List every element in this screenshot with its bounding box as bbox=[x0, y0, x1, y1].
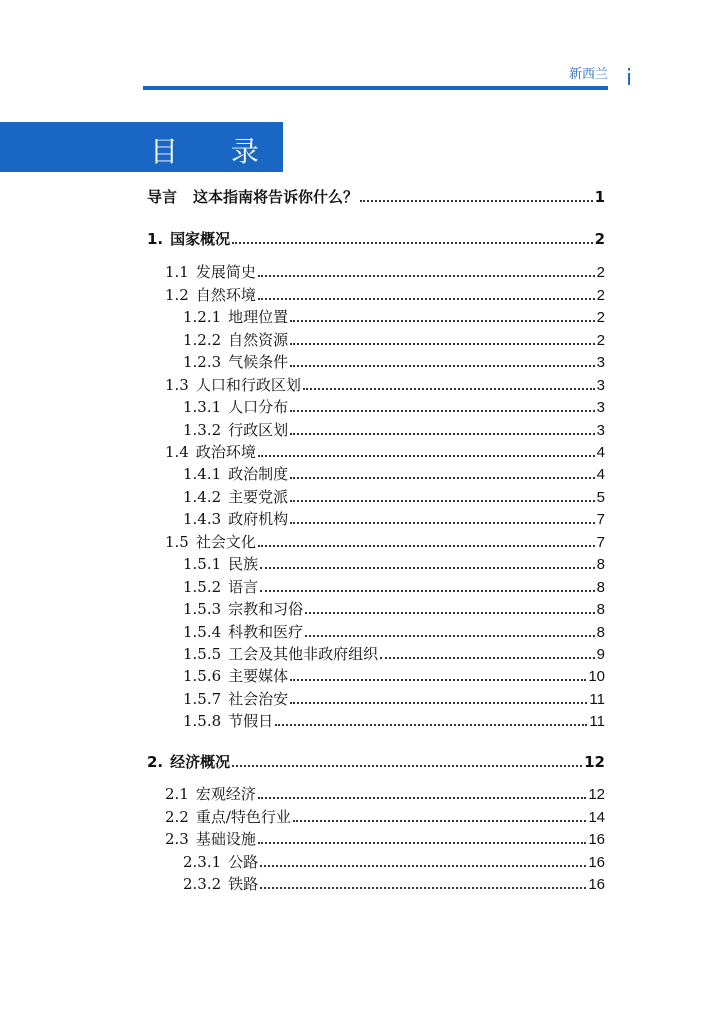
toc-entry-text: 气候条件 bbox=[228, 353, 289, 371]
toc-entry-number: 导言 bbox=[147, 188, 178, 206]
toc-entry-page: 8 bbox=[596, 579, 605, 596]
toc-entry[interactable] bbox=[165, 284, 605, 306]
toc-entry-title bbox=[183, 621, 303, 643]
toc-entry-text: 国家概况 bbox=[170, 230, 231, 248]
toc-entry-number: 1.1 bbox=[165, 263, 189, 281]
toc-entry-title bbox=[147, 186, 358, 208]
toc-entry-title bbox=[165, 828, 256, 850]
toc-entry-title bbox=[165, 374, 301, 396]
toc-entry-number: 1.5.5 bbox=[183, 645, 222, 663]
toc-entry-page: 12 bbox=[588, 786, 605, 803]
toc-entry-number: 1.4.3 bbox=[183, 510, 222, 528]
toc-entry-title bbox=[147, 228, 230, 250]
toc-entry-page: 9 bbox=[596, 646, 605, 663]
toc-entry-number: 1.4.2 bbox=[183, 488, 222, 506]
toc-leader-dots bbox=[290, 396, 594, 412]
toc-entry-text: 政治环境 bbox=[195, 443, 256, 461]
toc-entry-number: 1.2 bbox=[165, 286, 189, 304]
toc-entry[interactable] bbox=[147, 186, 605, 208]
toc-entry-text: 人口分布 bbox=[228, 398, 289, 416]
toc-leader-dots bbox=[290, 329, 594, 345]
toc-leader-dots bbox=[290, 688, 587, 704]
toc-entry-text: 公路 bbox=[228, 853, 259, 871]
toc-entry-page: 3 bbox=[596, 354, 605, 371]
toc-entry-page: 11 bbox=[589, 691, 605, 708]
toc-entry[interactable] bbox=[165, 828, 605, 850]
toc-entry[interactable] bbox=[183, 598, 605, 620]
toc-entry[interactable] bbox=[183, 643, 605, 665]
page-title: 目 录 bbox=[150, 135, 281, 168]
toc-entry-title bbox=[183, 306, 288, 328]
toc-entry[interactable] bbox=[183, 576, 605, 598]
toc-entry-text: 主要媒体 bbox=[228, 667, 289, 685]
toc-leader-dots bbox=[380, 643, 594, 659]
toc-entry-page: 5 bbox=[596, 489, 605, 506]
toc-entry-number: 1.2.2 bbox=[183, 331, 222, 349]
toc-entry[interactable] bbox=[183, 486, 605, 508]
toc-entry-number: 1.3.2 bbox=[183, 421, 222, 439]
toc-entry[interactable] bbox=[165, 441, 605, 463]
toc-entry-number: 1.4.1 bbox=[183, 465, 222, 483]
toc-entry-text: 民族 bbox=[228, 555, 259, 573]
toc-leader-dots bbox=[293, 806, 586, 822]
title-block bbox=[0, 122, 283, 172]
toc-entry-number: 2.3 bbox=[165, 830, 189, 848]
toc-entry-page: 3 bbox=[596, 377, 605, 394]
toc-entry[interactable] bbox=[165, 261, 605, 283]
toc-entry-page: 16 bbox=[588, 876, 605, 893]
toc-entry-text: 社会治安 bbox=[228, 690, 289, 708]
toc-entry-text: 宗教和习俗 bbox=[228, 600, 304, 618]
toc-entry-title bbox=[165, 806, 291, 828]
toc-entry-number: 1.4 bbox=[165, 443, 189, 461]
toc-entry-page: 3 bbox=[596, 422, 605, 439]
toc-entry-number: 1.5.2 bbox=[183, 578, 222, 596]
toc-entry-page: 2 bbox=[594, 230, 605, 248]
toc-entry[interactable] bbox=[183, 873, 605, 895]
toc-entry-number: 1.5.7 bbox=[183, 690, 222, 708]
toc-entry[interactable] bbox=[183, 396, 605, 418]
toc-entry-title bbox=[183, 419, 288, 441]
toc-entry-page: 2 bbox=[596, 332, 605, 349]
toc-entry[interactable] bbox=[183, 851, 605, 873]
toc-entry-page: 10 bbox=[588, 668, 605, 685]
toc-leader-dots bbox=[290, 508, 594, 524]
toc-entry-number: 2.3.2 bbox=[183, 875, 222, 893]
toc-entry[interactable] bbox=[183, 553, 605, 575]
toc-entry-number: 1.2.3 bbox=[183, 353, 222, 371]
toc-leader-dots bbox=[290, 306, 594, 322]
toc-leader-dots bbox=[232, 228, 592, 244]
toc-entry-page: 14 bbox=[588, 809, 605, 826]
toc-entry-title bbox=[183, 553, 258, 575]
toc-entry-page: 7 bbox=[596, 511, 605, 528]
toc-entry-text: 重点/特色行业 bbox=[195, 808, 291, 826]
toc-entry[interactable] bbox=[183, 306, 605, 328]
toc-entry-number: 1.5.1 bbox=[183, 555, 222, 573]
toc-leader-dots bbox=[232, 751, 582, 767]
toc-leader-dots bbox=[260, 851, 586, 867]
toc-entry-title bbox=[183, 598, 303, 620]
toc-leader-dots bbox=[258, 284, 595, 300]
toc-entry-number: 1.5.4 bbox=[183, 623, 222, 641]
toc-entry-number: 1.5 bbox=[165, 533, 189, 551]
header-rule bbox=[143, 86, 608, 90]
toc-entry-page: 2 bbox=[596, 309, 605, 326]
toc-entry-text: 工会及其他非政府组织 bbox=[228, 645, 379, 663]
toc-entry-text: 地理位置 bbox=[228, 308, 289, 326]
toc-entry-page: 4 bbox=[596, 466, 605, 483]
toc-entry-title bbox=[183, 396, 288, 418]
toc-leader-dots bbox=[258, 261, 595, 277]
toc-entry-title bbox=[183, 643, 378, 665]
toc-entry-number: 2.3.1 bbox=[183, 853, 222, 871]
toc-leader-dots bbox=[290, 486, 594, 502]
toc-entry-number: 2.1 bbox=[165, 785, 189, 803]
toc-leader-dots bbox=[275, 710, 587, 726]
toc-entry-text: 政治制度 bbox=[228, 465, 289, 483]
toc-leader-dots bbox=[260, 553, 594, 569]
page-number: i bbox=[626, 66, 633, 91]
toc-leader-dots bbox=[258, 828, 586, 844]
toc-entry[interactable] bbox=[165, 783, 605, 805]
toc-leader-dots bbox=[290, 463, 594, 479]
toc-entry-title bbox=[165, 531, 256, 553]
toc-leader-dots bbox=[258, 783, 586, 799]
toc-entry-page: 16 bbox=[588, 854, 605, 871]
toc-entry[interactable] bbox=[147, 228, 605, 250]
toc-entry-title bbox=[183, 508, 288, 530]
toc-entry[interactable] bbox=[183, 329, 605, 351]
toc-entry[interactable] bbox=[165, 374, 605, 396]
toc-entry-title bbox=[183, 665, 288, 687]
toc-entry-text: 人口和行政区划 bbox=[195, 376, 301, 394]
toc-entry-text: 经济概况 bbox=[170, 753, 231, 771]
toc-leader-dots bbox=[260, 873, 586, 889]
toc-entry-number: 2.2 bbox=[165, 808, 189, 826]
toc-entry-title bbox=[183, 329, 288, 351]
toc-entry[interactable] bbox=[183, 621, 605, 643]
toc-entry[interactable] bbox=[183, 688, 605, 710]
toc-entry-page: 8 bbox=[596, 601, 605, 618]
toc-entry-text: 社会文化 bbox=[195, 533, 256, 551]
toc-entry-title bbox=[165, 284, 256, 306]
toc-entry-title bbox=[183, 486, 288, 508]
toc-entry[interactable] bbox=[165, 806, 605, 828]
toc-entry-page: 2 bbox=[596, 287, 605, 304]
toc-entry[interactable] bbox=[183, 710, 605, 732]
toc-entry-page: 3 bbox=[596, 399, 605, 416]
toc-entry-page: 2 bbox=[596, 264, 605, 281]
toc-entry-text: 铁路 bbox=[228, 875, 259, 893]
toc-entry-text: 节假日 bbox=[228, 712, 274, 730]
toc-entry-page: 8 bbox=[596, 624, 605, 641]
toc-entry-title bbox=[147, 751, 230, 773]
toc-leader-dots bbox=[290, 351, 594, 367]
toc-leader-dots bbox=[258, 531, 595, 547]
toc-entry-text: 科教和医疗 bbox=[228, 623, 304, 641]
toc-entry-page: 11 bbox=[589, 713, 605, 730]
toc-leader-dots bbox=[360, 186, 593, 202]
toc-entry-title bbox=[183, 688, 288, 710]
toc-leader-dots bbox=[290, 419, 594, 435]
toc-entry-title bbox=[183, 873, 258, 895]
toc-entry-number: 1.3 bbox=[165, 376, 189, 394]
toc-entry-page: 7 bbox=[596, 534, 605, 551]
toc-entry[interactable] bbox=[183, 419, 605, 441]
toc-entry-text: 政府机构 bbox=[228, 510, 289, 528]
toc-entry-title bbox=[165, 783, 256, 805]
toc-entry-title bbox=[183, 710, 273, 732]
toc-leader-dots bbox=[260, 576, 594, 592]
toc-entry[interactable] bbox=[147, 751, 605, 773]
toc-leader-dots bbox=[303, 374, 595, 390]
toc-entry-text: 这本指南将告诉你什么？ bbox=[193, 188, 359, 206]
toc-leader-dots bbox=[305, 621, 594, 637]
toc-leader-dots bbox=[258, 441, 595, 457]
toc-entry-text: 行政区划 bbox=[228, 421, 289, 439]
toc-entry-number: 1.5.6 bbox=[183, 667, 222, 685]
toc-entry-title bbox=[183, 576, 258, 598]
toc-entry-page: 8 bbox=[596, 556, 605, 573]
toc-entry[interactable] bbox=[183, 665, 605, 687]
toc-entry-text: 宏观经济 bbox=[195, 785, 256, 803]
toc-entry-text: 自然环境 bbox=[195, 286, 256, 304]
toc-entry-page: 4 bbox=[596, 444, 605, 461]
toc-entry-number: 1.5.8 bbox=[183, 712, 222, 730]
toc-entry-text: 自然资源 bbox=[228, 331, 289, 349]
running-title: 新西兰 bbox=[568, 67, 608, 82]
toc-entry-title bbox=[183, 463, 288, 485]
toc-entry-text: 发展简史 bbox=[195, 263, 256, 281]
toc-entry-page: 12 bbox=[584, 753, 605, 771]
toc-entry[interactable] bbox=[183, 508, 605, 530]
toc-entry-number: 2. bbox=[147, 753, 164, 771]
toc-entry-number: 1.3.1 bbox=[183, 398, 222, 416]
toc-entry-number: 1. bbox=[147, 230, 164, 248]
toc-entry-title bbox=[165, 441, 256, 463]
toc-entry-text: 主要党派 bbox=[228, 488, 289, 506]
toc-entry-number: 1.2.1 bbox=[183, 308, 222, 326]
toc-entry[interactable] bbox=[183, 351, 605, 373]
toc-leader-dots bbox=[290, 665, 586, 681]
toc-entry-title bbox=[183, 851, 258, 873]
toc-entry[interactable] bbox=[165, 531, 605, 553]
toc-entry-text: 基础设施 bbox=[195, 830, 256, 848]
toc-entry-title bbox=[165, 261, 256, 283]
toc-leader-dots bbox=[305, 598, 594, 614]
toc-entry-page: 16 bbox=[588, 831, 605, 848]
toc-entry-number: 1.5.3 bbox=[183, 600, 222, 618]
toc-entry-text: 语言 bbox=[228, 578, 259, 596]
toc-entry[interactable] bbox=[183, 463, 605, 485]
toc-entry-title bbox=[183, 351, 288, 373]
toc-entry-page: 1 bbox=[594, 188, 605, 206]
